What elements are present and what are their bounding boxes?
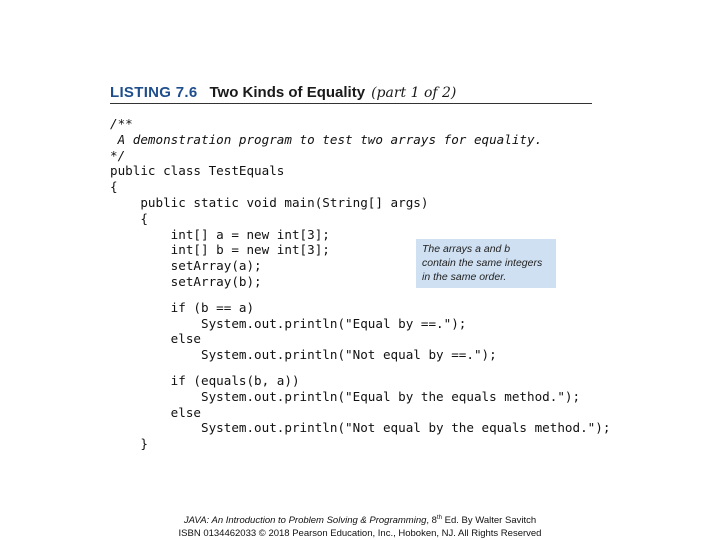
code-line: if (equals(b, a))	[110, 372, 300, 388]
callout-line: contain the same integers	[422, 257, 543, 269]
code-line: else	[110, 404, 201, 420]
code-line-blank	[110, 363, 600, 373]
code-line: setArray(b);	[110, 273, 262, 289]
listing-part: (part 1 of 2)	[371, 85, 457, 101]
code-line: {	[110, 179, 118, 195]
code-line: int[] a = new int[3];	[110, 226, 330, 242]
code-line: System.out.println("Equal by ==.");	[110, 315, 467, 331]
code-line: {	[110, 210, 148, 226]
listing-header	[110, 84, 592, 104]
code-line: /**	[110, 116, 133, 131]
code-line: System.out.println("Not equal by the equals method.");	[110, 420, 611, 436]
code-line: System.out.println("Equal by the equals method.");	[110, 388, 581, 404]
callout-line: The arrays a and b	[422, 243, 511, 255]
book-title: JAVA: An Introduction to Problem Solving & Programming	[183, 515, 427, 527]
callout-line: in the same order.	[422, 271, 507, 283]
edition-suffix: th	[436, 515, 442, 521]
annotation-callout	[416, 239, 556, 288]
edition-author: Ed. By Walter Savitch	[441, 515, 537, 527]
code-line: if (b == a)	[110, 299, 255, 315]
code-line: */	[110, 147, 126, 163]
code-line: System.out.println("Not equal by ==.");	[110, 347, 497, 363]
footer-citation: JAVA: An Introduction to Problem Solving & Programming, 8th Ed. By Walter Savitch	[183, 515, 537, 527]
listing-label: LISTING 7.6	[110, 84, 198, 101]
header-divider	[110, 103, 592, 104]
code-line: A demonstration program to test two arrays for equality.	[110, 131, 543, 147]
code-line-blank	[110, 290, 600, 300]
code-line: public static void main(String[] args)	[110, 194, 429, 210]
code-line: public class TestEquals	[110, 163, 285, 179]
edition-number: 8	[431, 515, 437, 527]
listing-title: Two Kinds of Equality	[209, 84, 366, 101]
code-line: }	[110, 436, 148, 452]
footer-copyright: ISBN 0134462033 © 2018 Pearson Education, Inc., Hoboken, NJ. All Rights Reserved	[178, 528, 542, 540]
code-line: setArray(a);	[110, 258, 262, 274]
footer	[0, 512, 720, 540]
code-line: int[] b = new int[3];	[110, 242, 330, 258]
code-line: else	[110, 331, 201, 347]
